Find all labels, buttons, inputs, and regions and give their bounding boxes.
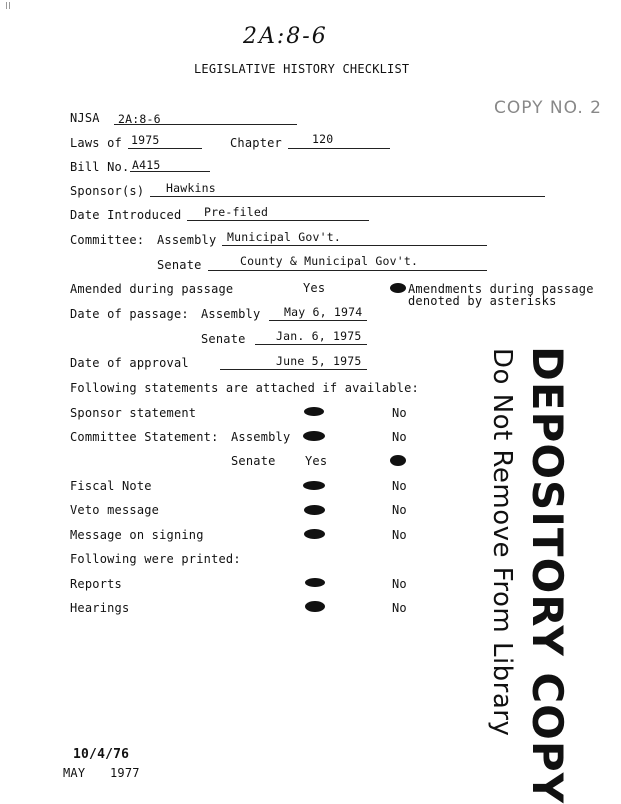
committee-senate-yes: Yes [305,454,328,468]
statements-intro: Following statements are attached if available: [70,381,419,395]
njsa-underline [114,124,297,125]
chapter-label: Chapter [230,136,282,150]
amended-yes: Yes [303,281,326,295]
sponsor-statement-yes-marked-out [304,407,324,416]
passage-senate-label: Senate [201,332,246,346]
committee-statement-label: Committee Statement: [70,430,219,444]
sponsors-label: Sponsor(s) [70,184,145,198]
passage-senate-underline [255,344,367,345]
veto-message-label: Veto message [70,503,160,517]
njsa-value: 2A:8-6 [118,112,161,126]
date-introduced-value: Pre-filed [204,205,269,219]
veto-message-yes-marked-out [304,505,325,515]
committee-senate-no-marked-out [390,455,406,466]
laws-of-value: 1975 [131,133,160,147]
fiscal-note-yes-marked-out [303,481,325,490]
amended-no-marked-out [390,283,406,293]
date-approval-value: June 5, 1975 [276,354,362,368]
reports-no: No [392,577,407,591]
date-passage-label: Date of passage: [70,307,189,321]
depository-copy-stamp: DEPOSITORY COPY [523,346,572,804]
reports-yes-marked-out [305,578,325,587]
footer-date: 10/4/76 [73,747,130,762]
committee-statement-assembly: Assembly [231,430,291,444]
committee-statement-assembly-no: No [392,430,407,444]
fiscal-note-no: No [392,479,407,493]
message-signing-yes-marked-out [304,529,325,539]
date-approval-underline [220,369,367,370]
footer-year: 1977 [110,766,140,780]
handwritten-code: 2A:8-6 [243,24,328,49]
passage-assembly-underline [269,320,367,321]
amended-note-line2: denoted by asterisks [408,294,557,308]
hearings-no: No [392,601,407,615]
committee-statement-senate: Senate [231,454,276,468]
committee-senate-label: Senate [157,258,202,272]
printed-intro: Following were printed: [70,552,241,566]
bill-no-underline [130,171,210,172]
amended-label: Amended during passage [70,282,234,296]
message-on-signing-no: No [392,528,407,542]
hearings-label: Hearings [70,601,130,615]
scan-mark [9,2,10,9]
passage-assembly-value: May 6, 1974 [284,305,363,319]
passage-senate-value: Jan. 6, 1975 [276,329,362,343]
passage-assembly-label: Assembly [201,307,261,321]
committee-assembly-underline [222,245,487,246]
committee-assembly-value: Municipal Gov't. [227,230,341,244]
bill-no-label: Bill No. [70,160,130,174]
sponsor-statement-label: Sponsor statement [70,406,197,420]
reports-label: Reports [70,577,122,591]
committee-senate-value: County & Municipal Gov't. [240,254,419,268]
committee-senate-underline [208,270,487,271]
committee-assembly-yes-marked-out [303,431,325,441]
copy-number-stamp: COPY NO. 2 [494,98,602,118]
date-introduced-underline [187,220,369,221]
committee-label: Committee: [70,233,145,247]
amended-note-line1: Amendments during passage [408,282,594,296]
veto-message-no: No [392,503,407,517]
footer-month: MAY [63,766,86,780]
chapter-value: 120 [312,132,334,146]
sponsors-value: Hawkins [166,181,216,195]
page-title: LEGISLATIVE HISTORY CHECKLIST [194,62,410,76]
hearings-yes-marked-out [305,601,325,612]
message-on-signing-label: Message on signing [70,528,204,542]
njsa-label: NJSA [70,111,100,125]
sponsor-statement-no: No [392,406,407,420]
sponsors-underline [150,196,545,197]
committee-assembly-label: Assembly [157,233,217,247]
date-approval-label: Date of approval [70,356,189,370]
bill-no-value: A415 [132,158,161,172]
laws-of-label: Laws of [70,136,122,150]
chapter-underline [288,148,390,149]
laws-of-underline [128,148,202,149]
fiscal-note-label: Fiscal Note [70,479,152,493]
scan-mark [6,2,7,9]
date-introduced-label: Date Introduced [70,208,182,222]
do-not-remove-stamp: Do Not Remove From Library [487,348,517,737]
